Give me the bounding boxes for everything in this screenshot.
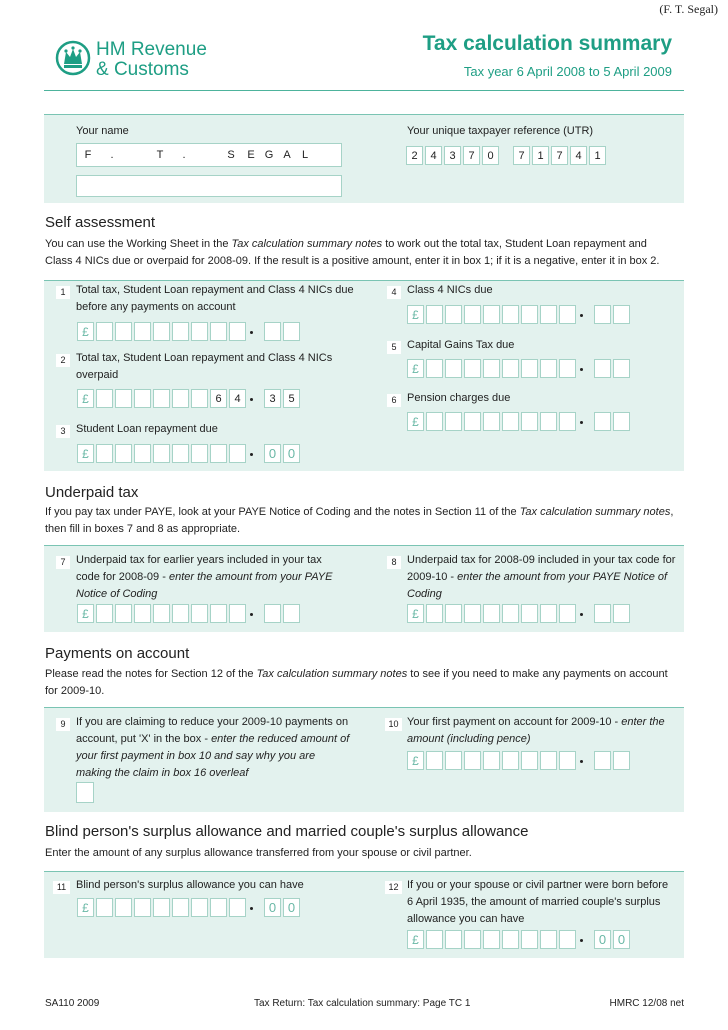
utr-field[interactable] [406,146,608,165]
decimal-point [580,613,583,616]
box-number: 9 [56,718,70,731]
digit-cell[interactable] [483,305,500,324]
label-text: Your first payment on account for 2009-10 - [407,716,622,728]
digit-cell[interactable] [426,359,443,378]
digit-cell[interactable] [464,412,481,431]
pence-cell[interactable] [264,322,281,341]
form-title: Tax calculation summary [422,32,672,55]
pound-sign: £ [407,412,424,431]
box12-amount[interactable] [407,930,632,949]
intro-text: for 2009-10. [45,685,105,697]
digit-cell[interactable] [521,604,538,623]
pence-cell[interactable] [264,604,281,623]
box-number: 8 [387,556,401,569]
digit-cell[interactable] [153,322,170,341]
box10-amount[interactable] [407,751,632,770]
box-number: 3 [56,425,70,438]
notes-reference: Tax calculation summary notes [519,506,671,518]
digit-cell[interactable] [191,389,208,408]
pence-cell[interactable] [613,751,630,770]
pence-cell: 0 [264,444,281,463]
pence-cell[interactable] [594,305,611,324]
self-assessment-title: Self assessment [45,214,156,231]
digit-cell[interactable] [521,305,538,324]
intro-text: If you pay tax under PAYE, look at your PAYE Notice of Coding and the notes in Section 11 of the [45,506,520,518]
digit-cell[interactable] [210,898,227,917]
digit-cell[interactable] [134,444,151,463]
name-char: E [247,149,255,161]
notes-reference: Tax calculation summary notes [231,238,383,250]
digit-cell[interactable] [426,305,443,324]
digit-cell[interactable] [96,444,113,463]
box8-label [407,552,677,603]
digit-cell[interactable] [172,898,189,917]
box8-amount[interactable] [407,604,632,623]
digit-cell[interactable]: 6 [210,389,227,408]
utr-digit[interactable]: 1 [589,146,606,165]
digit-cell[interactable] [559,305,576,324]
label-instruction: enter the amount from your PAYE Notice of Coding [407,571,668,600]
taxpayer-name-header: (F. T. Segal) [659,2,718,16]
digit-cell[interactable] [559,359,576,378]
digit-cell[interactable] [464,604,481,623]
payments-title: Payments on account [45,645,190,662]
box9-checkbox[interactable] [76,782,94,803]
box-number: 12 [385,881,402,894]
digit-cell[interactable] [134,322,151,341]
digit-cell[interactable] [540,412,557,431]
pound-sign: £ [77,604,94,623]
pound-sign: £ [407,305,424,324]
digit-cell[interactable] [502,930,519,949]
decimal-point [580,421,583,424]
digit-cell[interactable] [172,604,189,623]
decimal-point [250,453,253,456]
digit-cell[interactable] [483,751,500,770]
box1-label: Total tax, Student Loan repayment and Class 4 NICs due before any payments on account [76,284,354,313]
digit-cell[interactable] [210,322,227,341]
pence-cell: 0 [283,898,300,917]
digit-cell[interactable] [153,604,170,623]
decimal-point [250,613,253,616]
digit-cell[interactable] [229,898,246,917]
box-number: 4 [387,286,401,299]
digit-cell[interactable] [210,444,227,463]
box6-amount[interactable] [407,412,632,431]
digit-cell[interactable] [153,444,170,463]
digit-cell[interactable] [483,604,500,623]
pound-sign: £ [77,322,94,341]
label-text: Underpaid tax for 2008-09 included in your tax code for 2009-10 - [407,554,676,583]
notes-reference: Tax calculation summary notes [256,668,408,680]
digit-cell[interactable]: 4 [229,389,246,408]
pence-cell: 0 [283,444,300,463]
pence-cell[interactable] [594,359,611,378]
underpaid-intro [45,504,685,538]
digit-cell[interactable] [426,751,443,770]
digit-cell[interactable] [134,604,151,623]
digit-cell[interactable] [540,751,557,770]
digit-cell[interactable] [559,751,576,770]
box3-label: Student Loan repayment due [76,423,218,435]
intro-text: then fill in boxes 7 and 8 as appropriate. [45,523,241,535]
digit-cell[interactable] [115,444,132,463]
digit-cell[interactable] [445,930,462,949]
name-char [197,146,219,165]
pound-sign: £ [407,751,424,770]
digit-cell[interactable] [445,305,462,324]
digit-cell[interactable] [464,751,481,770]
utr-digit[interactable]: 4 [570,146,587,165]
box-number: 10 [385,718,402,731]
box-number: 5 [387,341,401,354]
box7-label [76,552,346,603]
decimal-point [250,398,253,401]
digit-cell[interactable] [134,898,151,917]
label-text: Underpaid tax for earlier years included in your tax code for 2008-09 - [76,554,322,583]
digit-cell[interactable] [464,359,481,378]
digit-cell[interactable] [445,359,462,378]
label-instruction: enter the amount from your PAYE Notice of Coding [76,571,333,600]
label-instruction: enter the reduced amount of your first payment in box 10 and say why you are making the claim in box 16 overleaf [76,733,350,779]
underpaid-title: Underpaid tax [45,484,139,501]
pound-sign: £ [407,359,424,378]
digit-cell[interactable] [115,322,132,341]
pound-sign: £ [77,444,94,463]
name-char: . [110,149,114,161]
intro-text: Please read the notes for Section 12 of the [45,668,257,680]
pence-cell[interactable] [613,359,630,378]
digit-cell[interactable] [483,359,500,378]
hmrc-crest-icon [55,38,91,78]
pence-cell: 0 [264,898,281,917]
pence-cell[interactable]: 5 [283,389,300,408]
intro-text: to work out the total tax, Student Loan repayment and [382,238,647,250]
digit-cell[interactable] [172,389,189,408]
digit-cell[interactable] [540,305,557,324]
pence-cell[interactable] [613,604,630,623]
footer-page-label: Tax Return: Tax calculation summary: Page TC 1 [254,998,471,1009]
digit-cell[interactable] [502,359,519,378]
name-char [125,146,147,165]
footer-form-code: SA110 2009 [45,998,100,1009]
digit-cell[interactable] [540,604,557,623]
intro-text: You can use the Working Sheet in the [45,238,232,250]
digit-cell[interactable] [502,751,519,770]
tax-year: Tax year 6 April 2008 to 5 April 2009 [463,64,672,79]
digit-cell[interactable] [540,930,557,949]
digit-cell[interactable] [483,412,500,431]
box-number: 2 [56,354,70,367]
pence-cell: 0 [594,930,611,949]
payments-intro [45,666,685,700]
box11-amount[interactable] [77,898,302,917]
box4-label: Class 4 NICs due [407,284,493,296]
decimal-point [250,907,253,910]
utr-digit[interactable]: 7 [513,146,530,165]
intro-text: to see if you need to make any payments on account [407,668,668,680]
digit-cell[interactable] [191,604,208,623]
digit-cell[interactable] [229,604,246,623]
digit-cell[interactable] [445,751,462,770]
self-assessment-intro [45,236,685,270]
digit-cell[interactable] [134,389,151,408]
utr-gap [501,146,511,165]
digit-cell[interactable] [559,412,576,431]
box7-amount[interactable] [77,604,302,623]
your-name-label: Your name [76,125,129,137]
name-field-line2[interactable] [76,175,342,197]
digit-cell[interactable] [464,305,481,324]
pence-cell[interactable] [613,305,630,324]
pence-cell[interactable] [594,751,611,770]
name-char: F [84,149,92,161]
digit-cell[interactable] [115,898,132,917]
digit-cell[interactable] [153,389,170,408]
digit-cell[interactable] [115,604,132,623]
pound-sign: £ [407,604,424,623]
digit-cell[interactable] [96,389,113,408]
digit-cell[interactable] [191,444,208,463]
digit-cell[interactable] [540,359,557,378]
utr-digit[interactable]: 7 [551,146,568,165]
label-text: If you are claiming to reduce your 2009-10 payments on account, put 'X' in the box - [76,716,349,745]
box-number: 6 [387,394,401,407]
brand-name-line1: HM Revenue [96,39,207,60]
digit-cell[interactable] [426,930,443,949]
digit-cell[interactable] [191,322,208,341]
digit-cell[interactable] [521,930,538,949]
pence-cell[interactable]: 3 [264,389,281,408]
digit-cell[interactable] [483,930,500,949]
digit-cell[interactable] [426,604,443,623]
digit-cell[interactable] [502,412,519,431]
name-chars [77,146,315,165]
utr-label: Your unique taxpayer reference (UTR) [407,125,594,137]
digit-cell[interactable] [153,898,170,917]
name-char: G [264,149,274,161]
digit-cell[interactable] [464,930,481,949]
box9-label [76,714,351,782]
box-number: 11 [53,881,70,894]
digit-cell[interactable] [445,604,462,623]
utr-digit[interactable]: 4 [425,146,442,165]
pound-sign: £ [77,389,94,408]
utr-digit[interactable]: 3 [444,146,461,165]
pence-cell[interactable] [594,604,611,623]
digit-cell[interactable] [96,322,113,341]
name-char: A [283,149,291,161]
digit-cell[interactable] [210,604,227,623]
utr-digit[interactable]: 2 [406,146,423,165]
name-char: T [156,149,164,161]
box3-amount[interactable] [77,444,302,463]
pence-cell[interactable] [283,604,300,623]
decimal-point [580,760,583,763]
utr-digit[interactable]: 7 [463,146,480,165]
box2-label: Total tax, Student Loan repayment and Class 4 NICs overpaid [76,352,333,381]
name-char: S [227,149,235,161]
decimal-point [580,368,583,371]
digit-cell[interactable] [191,898,208,917]
decimal-point [250,331,253,334]
pound-sign: £ [407,930,424,949]
digit-cell[interactable] [172,322,189,341]
box6-label: Pension charges due [407,392,511,404]
digit-cell[interactable] [559,930,576,949]
box2-amount[interactable] [77,389,302,408]
box4-amount[interactable] [407,305,632,324]
footer-version: HMRC 12/08 net [609,998,684,1009]
name-char: L [301,149,309,161]
digit-cell[interactable] [521,751,538,770]
decimal-point [580,314,583,317]
pence-cell[interactable] [283,322,300,341]
utr-digit[interactable]: 0 [482,146,499,165]
header-divider [44,90,684,91]
digit-cell[interactable] [96,604,113,623]
label-instruction: enter the amount (including pence) [407,716,665,745]
digit-cell[interactable] [426,412,443,431]
brand-name-line2: & Customs [96,59,189,80]
digit-cell[interactable] [502,604,519,623]
pound-sign: £ [77,898,94,917]
digit-cell[interactable] [502,305,519,324]
pence-cell[interactable] [613,412,630,431]
intro-text: Class 4 NICs due or overpaid for 2008-09. If the result is a positive amount, enter it in box 1; if it is a negative, enter it in box 2. [45,255,660,267]
digit-cell[interactable] [96,898,113,917]
pence-cell[interactable] [594,412,611,431]
decimal-point [580,939,583,942]
name-char: . [182,149,186,161]
box1-amount[interactable] [77,322,302,341]
digit-cell[interactable] [229,444,246,463]
digit-cell[interactable] [115,389,132,408]
allowance-intro: Enter the amount of any surplus allowance transferred from your spouse or civil partner. [45,847,472,859]
box11-label: Blind person's surplus allowance you can have [76,879,304,891]
box12-label: If you or your spouse or civil partner were born before 6 April 1935, the amount of married couple's surplus allowance you can have [407,879,669,925]
intro-text: , [670,506,674,518]
digit-cell[interactable] [559,604,576,623]
box5-amount[interactable] [407,359,632,378]
box5-label: Capital Gains Tax due [407,339,515,351]
digit-cell[interactable] [445,412,462,431]
digit-cell[interactable] [229,322,246,341]
box-number: 7 [56,556,70,569]
box-number: 1 [56,286,70,299]
digit-cell[interactable] [521,359,538,378]
allowance-title: Blind person's surplus allowance and married couple's surplus allowance [45,823,529,840]
box10-label [407,714,677,748]
pence-cell: 0 [613,930,630,949]
digit-cell[interactable] [521,412,538,431]
digit-cell[interactable] [172,444,189,463]
utr-digit[interactable]: 1 [532,146,549,165]
